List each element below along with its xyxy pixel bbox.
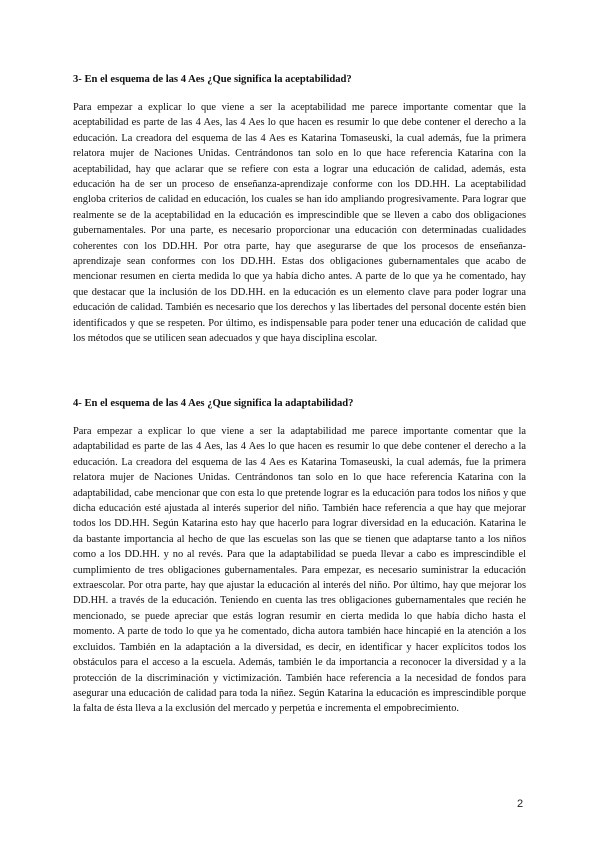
- section-4-heading: 4- En el esquema de las 4 Aes ¿Que significa la adaptabilidad?: [73, 398, 354, 409]
- section-3-paragraph: Para empezar a explicar lo que viene a ser la aceptabilidad me parece importante comentar que la aceptabilidad es parte de las 4 Aes, las 4 Aes lo que hacen es resumir lo que debe contener el derecho a la educación. La creadora del esquema de las 4 Aes es Katarina Tomaseuski, la cual además, fue la primera relatora mujer de Naciones Unidas. Centrándonos tan solo en lo que hace referencia Katarina con la aceptabilidad, hay que aclarar que se refiere con esta a lograr una educación de calidad, además, esta educación ha de ser un proceso de enseñanza-aprendizaje conforme con los DD.HH. La aceptabilidad engloba criterios de calidad en educación, los cuales se han ido ampliando progresivamente. Para lograr que realmente se de la aceptabilidad en la educación es imprescindible que se lleven a cabo dos obligaciones gubernamentales. Por una parte, es necesario proporcionar una educación con determinadas cualidades coherentes con los DD.HH. Por otra parte, hay que asegurarse de que los procesos de enseñanza- aprendizaje sean conformes con los DD.HH. Estas dos obligaciones gubernamentales que acabo de mencionar resumen en cierta medida lo que ya había dicho antes. A parte de lo que ya he comentado, hay que destacar que la inclusión de los DD.HH. en la educación es un elemento clave para poder lograr una educación de calidad. También es necesario que los derechos y las libertades del personal docente estén bien identificados y que se respeten. Por último, es indispensable para poder tener una educación de calidad que los métodos que se utilicen sean adecuados y que haya disciplina escolar.: [73, 102, 526, 345]
- section-3-heading: 3- En el esquema de las 4 Aes ¿Que significa la aceptabilidad?: [73, 74, 352, 85]
- page-number: 2: [517, 798, 524, 810]
- section-4-paragraph: Para empezar a explicar lo que viene a ser la adaptabilidad me parece importante comentar que la adaptabilidad es parte de las 4 Aes, las 4 Aes lo que hacen es resumir lo que debe contener el derecho a la educación. La creadora del esquema de las 4 Aes es Katarina Tomaseuski, la cual además, fue la primera relatora mujer de Naciones Unidas. Centrándonos tan solo en lo que hace referencia Katarina con la adaptabilidad, cabe mencionar que con esta lo que pretende lograr es la educación para todos los niños y que dicha educación esté ajustada al interés superior del niño. También hace referencia a que hay que mejorar todos los DD.HH. Según Katarina esto hay que hacerlo para lograr diversidad en la educación. Katarina le da bastante importancia al hecho de que las escuelas son las que se tienen que adaptarse tanto a los niños como a los DD.HH. y no al revés. Para que la adaptabilidad se pueda llevar a cabo es imprescindible el cumplimiento de tres obligaciones gubernamentales. Para empezar, es necesario suministrar la educación extraescolar. Por otra parte, hay que ajustar la educación al interés del niño. Por último, hay que mejorar los DD.HH. a través de la educación. Teniendo en cuenta las tres obligaciones gubernamentales que recién he mencionado, se puede apreciar que estás logran resumir en cierta medida lo que había dicho hasta el momento. A parte de todo lo que ya he comentado, dicha autora también hace hincapié en la atención a los excluidos. También en la adaptación a la diversidad, es decir, en identificar y hacer explícitos todos los obstáculos para el acceso a la escuela. Además, también le da importancia a reconocer la diversidad y a la protección de la discriminación y victimización. También hace referencia a la necesidad de fondos para asegurar una educación de calidad para toda la niñez. Según Katarina la educación es imprescindible porque la falta de ésta lleva a la exclusión del mercado y perpetúa e incrementa el empobrecimiento.: [73, 426, 526, 715]
